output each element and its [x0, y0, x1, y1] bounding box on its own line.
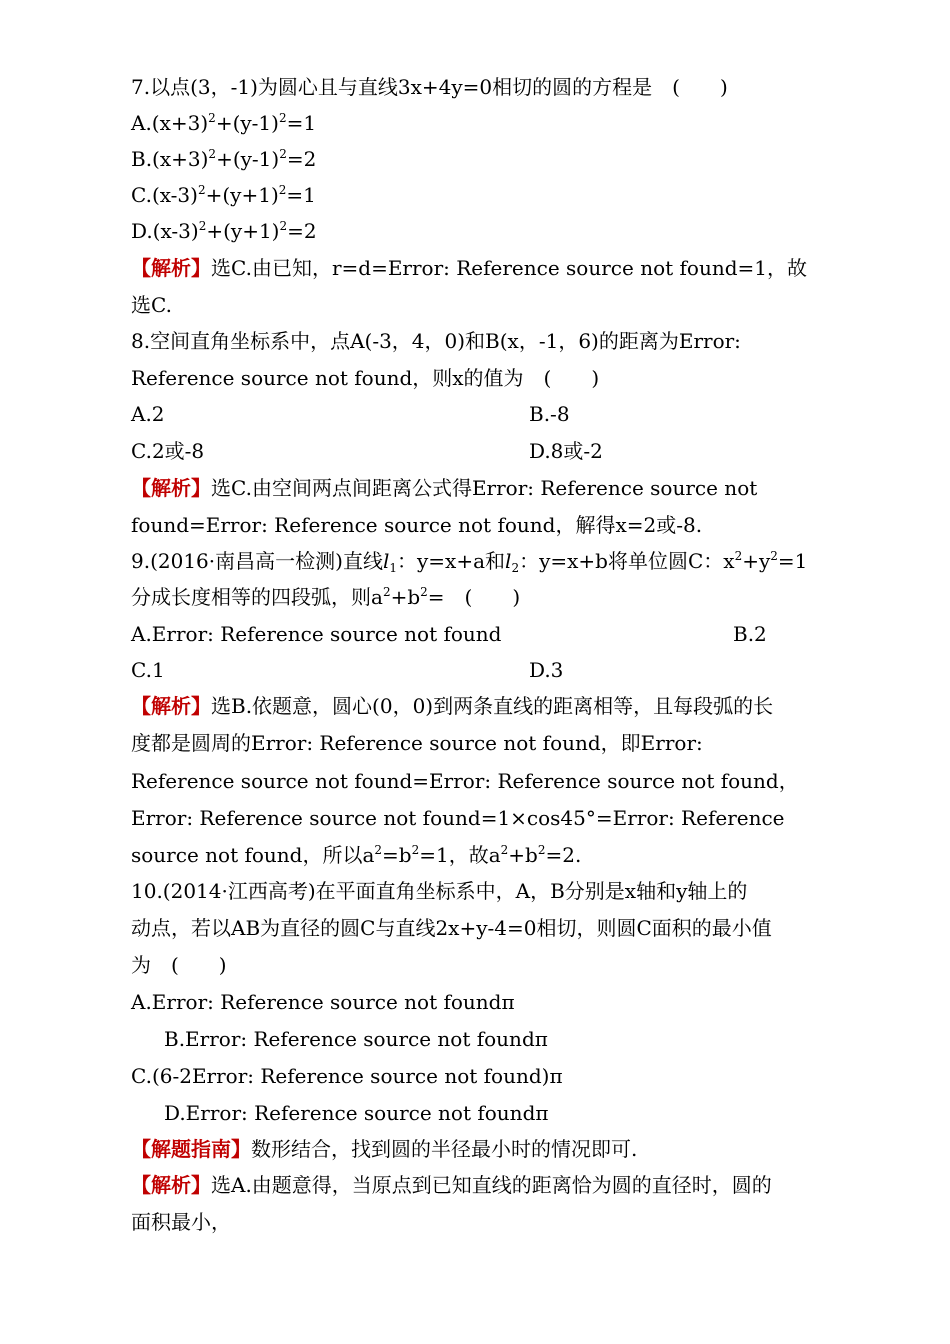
q8-stem-line-2: Reference source not found，则x的值为 ( )	[131, 366, 600, 390]
q7-stem: 7.以点(3，-1)为圆心且与直线3x+4y=0相切的圆的方程是 ( )	[131, 75, 728, 99]
q10-option-a: A.Error: Reference source not foundπ	[131, 990, 515, 1014]
q7-option-a: $A.(x+3)^2+(y-1)^2=1$	[131, 111, 317, 135]
q10-analysis-line-2: 面积最小，	[131, 1210, 231, 1234]
analysis-tag: 【解析】	[131, 694, 211, 718]
analysis-tag: 【解析】	[131, 256, 211, 280]
q7-analysis-line-2: 选C.	[131, 293, 172, 317]
q10-stem-line-3: 为 ( )	[131, 953, 227, 977]
q10-analysis-line-1: 【解析】选A.由题意得，当原点到已知直线的距离恰为圆的直径时，圆的	[131, 1173, 772, 1197]
q9-options-row-2: C.1 D.3	[131, 658, 564, 682]
q9-analysis-line-2: 度都是圆周的Error: Reference source not found，即Error:	[131, 731, 703, 755]
q10-guide: 【解题指南】数形结合，找到圆的半径最小时的情况即可.	[131, 1137, 638, 1161]
q9-stem-line-1: 9.(2016·南昌高一检测)直线$l_1$：y=x+a和$l_2$：y=x+b将单位圆C：$x^2+y^2=1$	[131, 549, 808, 575]
q9-analysis-line-5: source not found，所以$a^2=b^2=1$，故$a^2+b^2=2$.	[131, 843, 582, 867]
q9-analysis-line-1: 【解析】选B.依题意，圆心(0，0)到两条直线的距离相等，且每段弧的长	[131, 694, 774, 718]
q8-options-row-1: A.2 B.-8	[131, 402, 570, 426]
q7-option-d: $D.(x-3)^2+(y+1)^2=2$	[131, 219, 317, 243]
q8-analysis-line-2: found=Error: Reference source not found，解得x=2或-8.	[131, 513, 703, 537]
q8-analysis-line-1: 【解析】选C.由空间两点间距离公式得Error: Reference source not	[131, 476, 758, 500]
guide-tag: 【解题指南】	[131, 1137, 251, 1161]
q9-options-row-1: A.Error: Reference source not found B.2	[131, 622, 767, 646]
analysis-tag: 【解析】	[131, 1173, 211, 1197]
q10-option-b: B.Error: Reference source not foundπ	[164, 1027, 548, 1051]
q8-stem-line-1: 8.空间直角坐标系中，点A(-3，4，0)和B(x，-1，6)的距离为Error:	[131, 329, 741, 353]
q7-option-b: $B.(x+3)^2+(y-1)^2=2$	[131, 147, 317, 171]
q9-analysis-line-4: Error: Reference source not found=1×cos45°=Error: Reference	[131, 806, 785, 830]
q9-analysis-line-3: Reference source not found=Error: Reference source not found，	[131, 769, 799, 793]
q7-option-c: $C.(x-3)^2+(y+1)^2=1$	[131, 183, 316, 207]
q7-analysis-line-1: 【解析】选C.由已知，r=d=Error: Reference source not found=1，故	[131, 256, 807, 280]
q10-option-c: C.(6-2Error: Reference source not found)π	[131, 1064, 563, 1088]
q8-options-row-2: C.2或-8 D.8或-2	[131, 439, 603, 463]
q10-option-d: D.Error: Reference source not foundπ	[164, 1101, 549, 1125]
q10-stem-line-1: 10.(2014·江西高考)在平面直角坐标系中，A，B分别是x轴和y轴上的	[131, 879, 748, 903]
q9-stem-line-2: 分成长度相等的四段弧，则$a^2+b^2=$ ( )	[131, 585, 521, 609]
analysis-tag: 【解析】	[131, 476, 211, 500]
q10-stem-line-2: 动点，若以AB为直径的圆C与直线2x+y-4=0相切，则圆C面积的最小值	[131, 916, 772, 940]
